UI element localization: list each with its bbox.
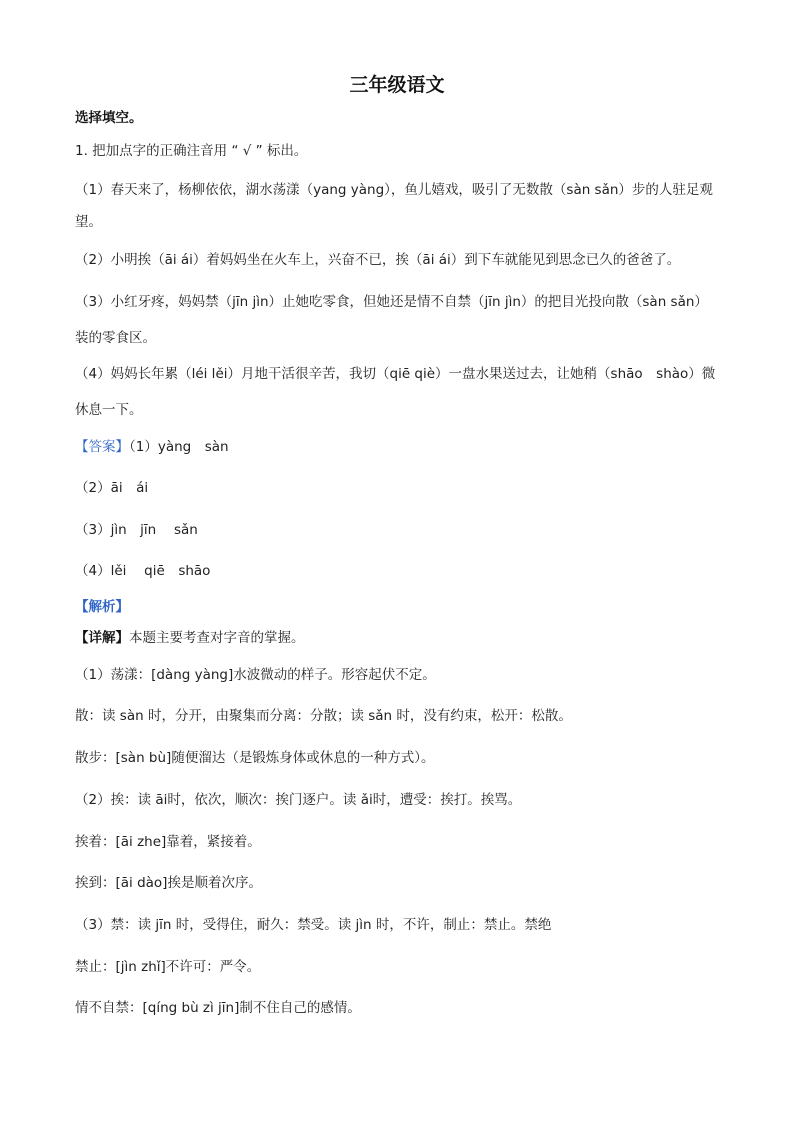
analysis-line-8: 禁止：[jìn zhǐ]不许可：严令。: [75, 959, 261, 975]
answer-label: 【答案】: [75, 439, 129, 455]
question-item-1-line-1: （1）春天来了，杨柳依依，湖水荡漾（yang yàng），鱼儿嬉戏，吸引了无数散（sàn sǎn）步的人驻足观: [75, 182, 713, 198]
question-item-4-line-1: （4）妈妈长年累（léi lěi）月地干活很辛苦，我切（qiē qiè）一盘水果送过去，让她稍（shāo shào）微: [75, 366, 716, 382]
page-title: 三年级语文: [349, 74, 445, 96]
analysis-line-3: 散步：[sàn bù]随便溜达（是锻炼身体或休息的一种方式）。: [75, 750, 435, 766]
question-stem: 1. 把加点字的正确注音用 “ √ ” 标出。: [75, 143, 308, 159]
analysis-label: 【解析】: [75, 599, 129, 615]
question-item-3-line-2: 装的零食区。: [75, 330, 156, 346]
analysis-line-9: 情不自禁：[qíng bù zì jīn]制不住自己的感情。: [75, 1000, 361, 1016]
section-heading: 选择填空。: [75, 110, 143, 126]
analysis-line-5: 挨着：[āi zhe]靠着，紧接着。: [75, 834, 261, 850]
analysis-line-2: 散：读 sàn 时，分开，由聚集而分离：分散；读 sǎn 时，没有约束，松开：松散。: [75, 708, 572, 724]
analysis-detail: [75, 628, 725, 648]
answer-line-1: [75, 437, 725, 457]
analysis-line-7: （3）禁：读 jīn 时，受得住，耐久：禁受。读 jìn 时，不许，制止：禁止。禁绝: [75, 917, 552, 933]
analysis-line-6: 挨到：[āi dào]挨是顺着次序。: [75, 875, 262, 891]
answer-line-3: （3）jìn jīn sǎn: [75, 522, 198, 538]
answer-line-2: （2）āi ái: [75, 480, 149, 496]
analysis-line-4: （2）挨：读 āi时，依次，顺次：挨门逐户。读 ǎi时，遭受：挨打。挨骂。: [75, 792, 522, 808]
question-item-2-line-1: （2）小明挨（āi ái）着妈妈坐在火车上，兴奋不已，挨（āi ái）到下车就能见到思念已久的爸爸了。: [75, 252, 681, 268]
question-item-1-line-2: 望。: [75, 214, 102, 230]
answer-text-1: （1）yàng sàn: [129, 439, 229, 455]
question-item-3-line-1: （3）小红牙疼，妈妈禁（jīn jìn）止她吃零食，但她还是情不自禁（jīn jìn）的把目光投向散（sàn sǎn）: [75, 294, 708, 310]
answer-line-4: （4）lěi qiē shāo: [75, 563, 211, 579]
analysis-line-1: （1）荡漾：[dàng yàng]水波微动的样子。形容起伏不定。: [75, 667, 436, 683]
detail-intro: 本题主要考查对字音的掌握。: [129, 630, 305, 646]
question-item-4-line-2: 休息一下。: [75, 402, 143, 418]
detail-label: 【详解】: [75, 630, 129, 646]
